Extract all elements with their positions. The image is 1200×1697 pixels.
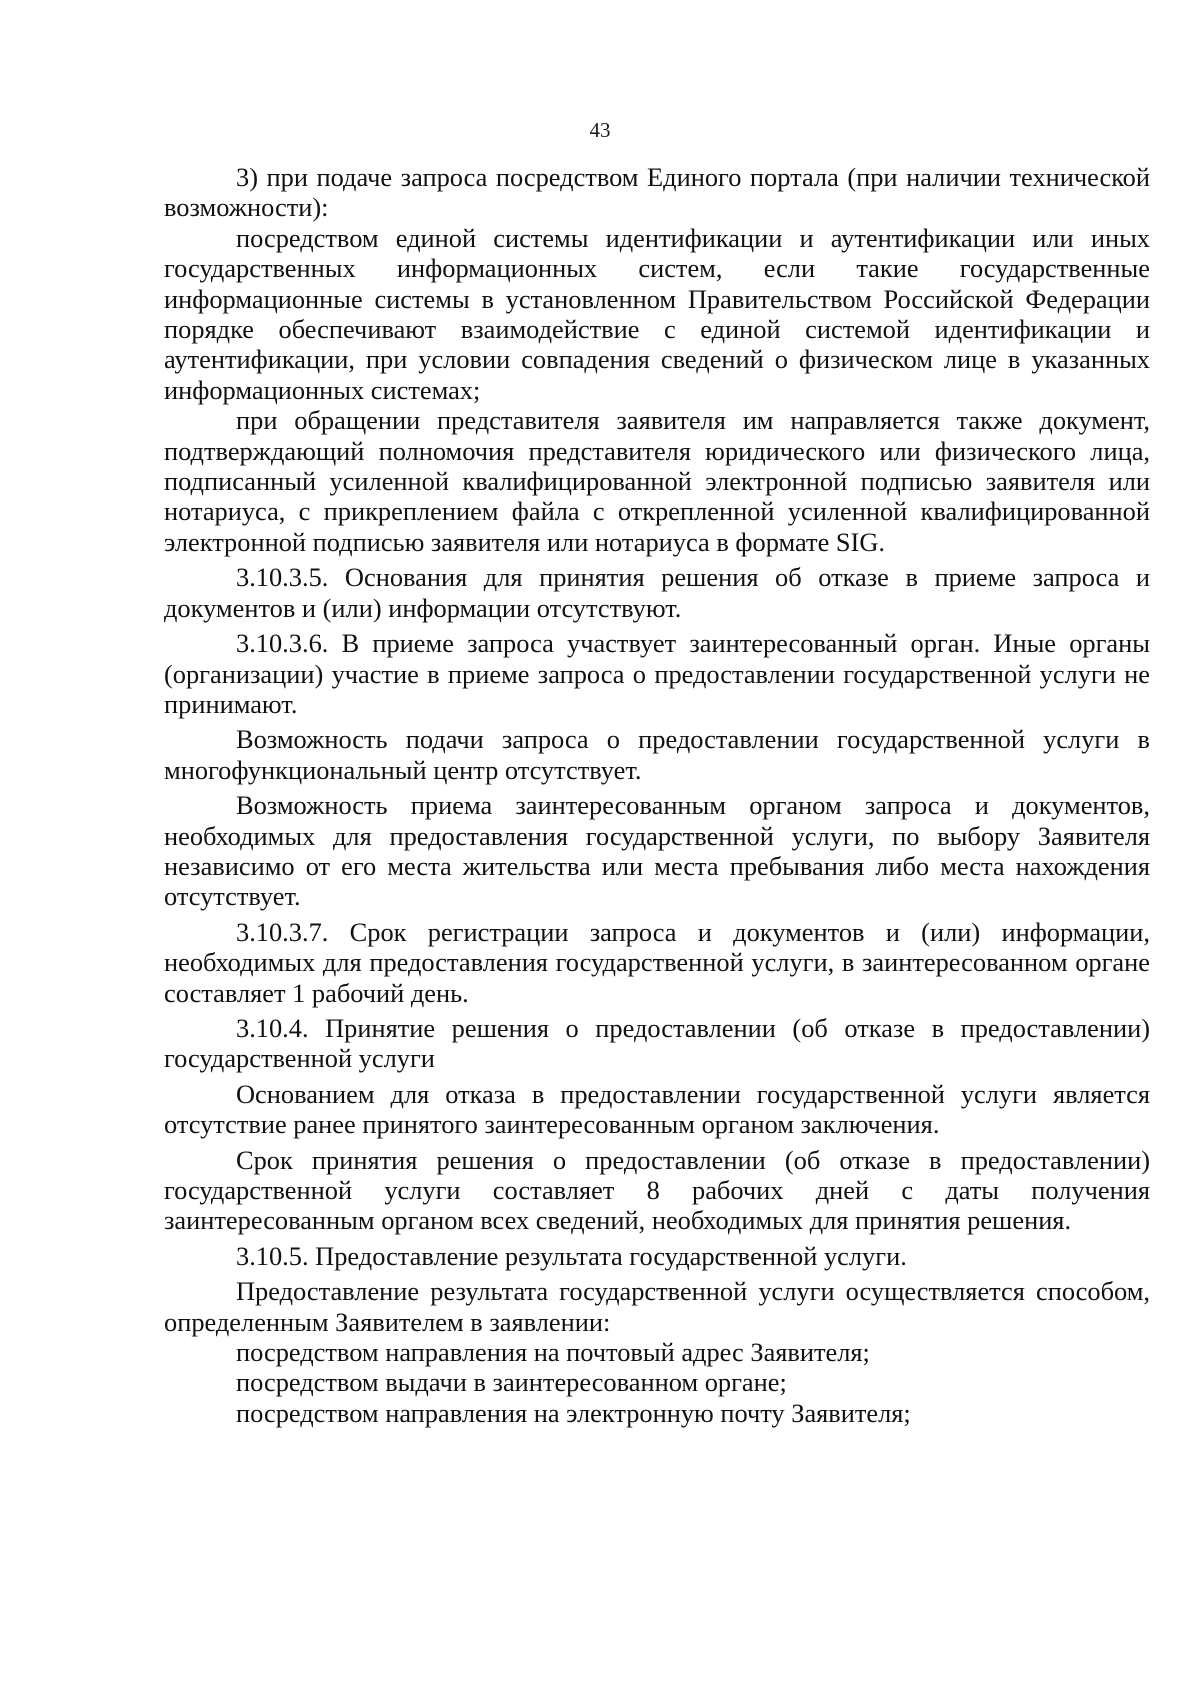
paragraph-3-10-4: 3.10.4. Принятие решения о предоставлении (об отказе в предоставлении) государственной услуги xyxy=(164,1012,1150,1074)
paragraph-3-10-5: 3.10.5. Предоставление результата государственной услуги. xyxy=(236,1240,907,1271)
paragraph-3-10-3-5: 3.10.3.5. Основания для принятия решения об отказе в приеме запроса и документов и (или) информации отсутствуют. xyxy=(164,562,1150,623)
list-item-email: посредством направления на электронную почту Заявителя; xyxy=(236,1397,911,1428)
paragraph-submission-portal: 3) при подаче запроса посредством Единого портала (при наличии технической возможности): xyxy=(164,162,1150,223)
paragraph-decision-term: Срок принятия решения о предоставлении (об отказе в предоставлении) государственной услуги составляет 8 рабочих дней с даты получения заинтересованным органом всех сведений, необходимых для принятия решения. xyxy=(164,1144,1150,1236)
list-item-postal: посредством направления на почтовый адрес Заявителя; xyxy=(236,1337,870,1368)
list-item-in-person: посредством выдачи в заинтересованном органе; xyxy=(236,1367,787,1398)
paragraph-result-method: Предоставление результата государственной услуги осуществляется способом, определенным Заявителем в заявлении: xyxy=(164,1276,1150,1337)
paragraph-extraterritorial: Возможность приема заинтересованным органом запроса и документов, необходимых для предоставления государственной услуги, по выбору Заявителя независимо от его места жительства или места пребывания либо места нахождения отсутствует. xyxy=(164,790,1150,912)
paragraph-3-10-3-6: 3.10.3.6. В приеме запроса участвует заинтересованный орган. Иные органы (организации) участие в приеме запроса о предоставлении государственной услуги не принимают. xyxy=(164,628,1150,719)
paragraph-mfc: Возможность подачи запроса о предоставлении государственной услуги в многофункциональный центр отсутствует. xyxy=(164,724,1150,785)
paragraph-representative: при обращении представителя заявителя им направляется также документ, подтверждающий полномочия представителя юридического или физического лица, подписанный усиленной квалифицированной электронной подписью заявителя или нотариуса, с прикреплением файла с открепленной усиленной квалифицированной электронной подписью заявителя или нотариуса в формате SIG. xyxy=(164,405,1150,557)
paragraph-3-10-3-7: 3.10.3.7. Срок регистрации запроса и документов и (или) информации, необходимых для предоставления государственной услуги, в заинтересованном органе составляет 1 рабочий день. xyxy=(164,916,1150,1008)
document-body xyxy=(164,162,1150,1428)
paragraph-refusal-grounds: Основанием для отказа в предоставлении государственной услуги является отсутствие ранее принятого заинтересованным органом заключения. xyxy=(164,1078,1150,1140)
paragraph-identification-system: посредством единой системы идентификации и аутентификации или иных государственных информационных систем, если такие государственные информационные системы в установленном Правительством Российской Федерации порядке обеспечивают взаимодействие с единой системой идентификации и аутентификации, при условии совпадения сведений о физическом лице в указанных информационных системах; xyxy=(164,222,1150,405)
page-number: 43 xyxy=(589,118,611,142)
